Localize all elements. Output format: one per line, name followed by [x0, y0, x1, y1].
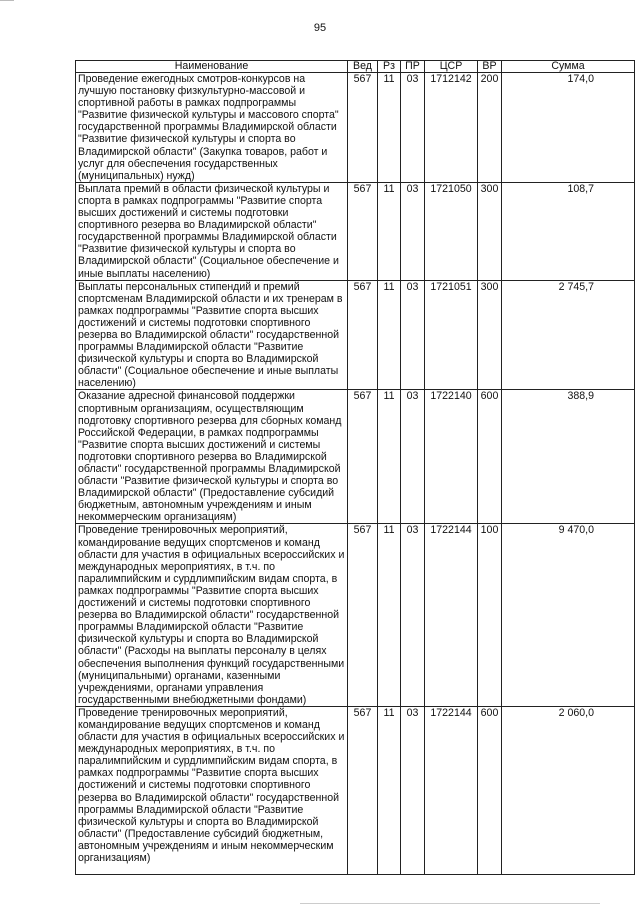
header-row — [76, 61, 635, 73]
row-pr: 03 — [401, 182, 425, 280]
row-vr: 600 — [478, 706, 502, 874]
row-pr: 03 — [401, 524, 425, 706]
row-csr: 1722140 — [425, 390, 478, 524]
header-vr: ВР — [478, 61, 502, 73]
row-name: Выплаты персональных стипендий и премий спортсменам Владимирской области и их тренерам в рамках подпрограммы "Развитие спорта высших достижений и системы подготовки спортивного резерва во Владимирской области" государственной программы Владимирской области "Развитие физической культуры и спорта во Владимирской области" (Социальное обеспечение и иные выплаты населению) — [76, 280, 348, 390]
row-pr: 03 — [401, 73, 425, 183]
row-sum: 2 060,0 — [502, 706, 635, 874]
header-ved: Вед — [348, 61, 378, 73]
header-name: Наименование — [76, 61, 348, 73]
row-csr: 1721050 — [425, 182, 478, 280]
scan-mark-bottom — [300, 903, 600, 904]
row-sum: 174,0 — [502, 73, 635, 183]
page-number: 95 — [313, 22, 327, 34]
row-sum: 9 470,0 — [502, 524, 635, 706]
row-ved: 567 — [348, 182, 378, 280]
row-csr: 1721051 — [425, 280, 478, 390]
header-sum: Сумма — [502, 61, 635, 73]
row-name: Проведение тренировочных мероприятий, командирование ведущих спортсменов и команд области для участия в официальных всероссийских и международных мероприятиях, в т.ч. по паралимпийским и сурдлимпийским видам спорта, в рамках подпрограммы "Развитие спорта высших достижений и системы подготовки спортивного резерва во Владимирской области" государственной программы Владимирской области "Развитие физической культуры и спорта во Владимирской области" (Расходы на выплаты персоналу в целях обеспечения выполнения функций государственными (муниципальными) органами, казенными учреждениями, органами управления государственными внебюджетными фондами) — [76, 524, 348, 706]
scan-mark-top — [0, 0, 14, 1]
row-ved: 567 — [348, 280, 378, 390]
row-vr: 200 — [478, 73, 502, 183]
row-ved: 567 — [348, 524, 378, 706]
table-row — [76, 280, 635, 390]
header-csr: ЦСР — [425, 61, 478, 73]
row-rz: 11 — [378, 182, 401, 280]
row-sum: 2 745,7 — [502, 280, 635, 390]
row-pr: 03 — [401, 390, 425, 524]
row-rz: 11 — [378, 524, 401, 706]
row-csr: 1722144 — [425, 524, 478, 706]
row-name: Выплата премий в области физической культуры и спорта в рамках подпрограммы "Развитие спорта высших достижений и системы подготовки спортивного резерва во Владимирской области" государственной программы Владимирской области "Развитие физической культуры и спорта во Владимирской области" (Социальное обеспечение и иные выплаты населению) — [76, 182, 348, 280]
row-rz: 11 — [378, 706, 401, 874]
row-vr: 600 — [478, 390, 502, 524]
row-sum: 108,7 — [502, 182, 635, 280]
row-vr: 100 — [478, 524, 502, 706]
row-vr: 300 — [478, 182, 502, 280]
table-row — [76, 524, 635, 706]
table-row — [76, 73, 635, 183]
row-ved: 567 — [348, 73, 378, 183]
table-row — [76, 706, 635, 874]
budget-table — [75, 60, 635, 875]
row-name: Проведение тренировочных мероприятий, командирование ведущих спортсменов и команд области для участия в официальных всероссийских и международных мероприятиях, в т.ч. по паралимпийским и сурдлимпийским видам спорта, в рамках подпрограммы "Развитие спорта высших достижений и системы подготовки спортивного резерва во Владимирской области" государственной программы Владимирской области "Развитие физической культуры и спорта во Владимирской области" (Предоставление субсидий бюджетным, автономным учреждениям и иным некоммерческим организациям) — [76, 706, 348, 874]
row-name: Проведение ежегодных смотров-конкурсов на лучшую постановку физкультурно-массовой и спортивной работы в рамках подпрограммы "Развитие физической культуры и массового спорта" государственной программы Владимирской области "Развитие физической культуры и спорта во Владимирской области" (Закупка товаров, работ и услуг для обеспечения государственных (муниципальных) нужд) — [76, 73, 348, 183]
table-row — [76, 182, 635, 280]
row-ved: 567 — [348, 706, 378, 874]
row-name: Оказание адресной финансовой поддержки спортивным организациям, осуществляющим подготовку спортивного резерва для сборных команд Российской Федерации, в рамках подпрограммы "Развитие спорта высших достижений и системы подготовки спортивного резерва во Владимирской области" государственной программы Владимирской области "Развитие физической культуры и спорта во Владимирской области" (Предоставление субсидий бюджетным, автономным учреждениям и иным некоммерческим организациям) — [76, 390, 348, 524]
row-pr: 03 — [401, 280, 425, 390]
header-pr: ПР — [401, 61, 425, 73]
row-pr: 03 — [401, 706, 425, 874]
row-csr: 1722144 — [425, 706, 478, 874]
row-rz: 11 — [378, 280, 401, 390]
row-vr: 300 — [478, 280, 502, 390]
header-rz: Рз — [378, 61, 401, 73]
row-csr: 1712142 — [425, 73, 478, 183]
table-row — [76, 390, 635, 524]
row-rz: 11 — [378, 73, 401, 183]
row-sum: 388,9 — [502, 390, 635, 524]
row-ved: 567 — [348, 390, 378, 524]
row-rz: 11 — [378, 390, 401, 524]
